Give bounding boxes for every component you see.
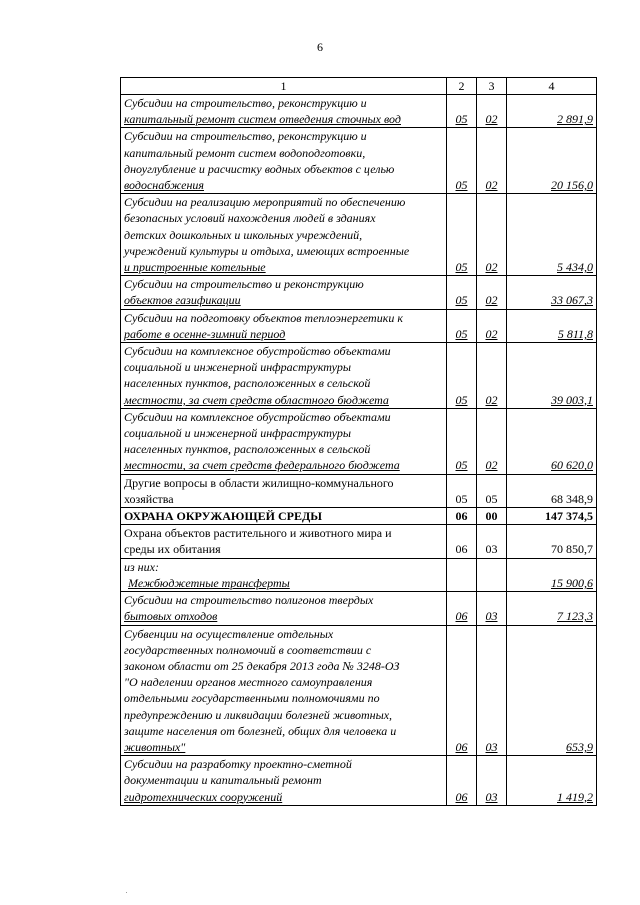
row-description-line: детских дошкольных и школьных учреждений, [124, 227, 363, 242]
row-description [121, 756, 447, 806]
row-description-line: населенных пунктов, расположенных в сельской [124, 442, 371, 457]
table-row [121, 625, 597, 756]
row-amount-value: 15 900,6 [551, 575, 593, 590]
row-description-line: отдельными государственными полномочиями по [124, 691, 380, 706]
row-amount [507, 194, 597, 276]
row-subsection-code-value: 00 [485, 509, 498, 524]
row-subsection-code-value: 02 [485, 112, 498, 127]
row-description-line: животных" [124, 739, 186, 754]
row-section-code [447, 474, 477, 507]
row-description-line: Субсидии на подготовку объектов теплоэнергетики к [124, 310, 403, 325]
row-amount-value: 1 419,2 [557, 789, 593, 804]
row-subsection-code [477, 343, 507, 409]
row-section-code [447, 194, 477, 276]
row-amount [507, 474, 597, 507]
row-amount-value: 68 348,9 [551, 491, 593, 506]
row-description [121, 128, 447, 194]
table-row [121, 276, 597, 309]
row-description-line: государственных полномочий в соответствии с [124, 642, 372, 657]
row-description [121, 474, 447, 507]
row-amount-value: 5 434,0 [557, 260, 593, 275]
row-section-code-value: 06 [455, 542, 468, 557]
row-subsection-code-value: 02 [485, 293, 498, 308]
table-row [121, 508, 597, 525]
row-amount [507, 525, 597, 558]
row-section-code-value: 06 [455, 609, 468, 624]
row-description-line: водоснабжения [124, 178, 204, 193]
row-description-line: капитальный ремонт систем водоподготовки, [124, 145, 366, 160]
row-description-line: предупреждению и ликвидации болезней животных, [124, 707, 393, 722]
row-section-code [447, 408, 477, 474]
row-amount [507, 756, 597, 806]
row-description-line: Субсидии на реализацию мероприятий по обеспечению [124, 195, 406, 210]
row-description-line: учреждений культуры и отдыха, имеющих встроенные [124, 243, 410, 258]
row-description-line: бытовых отходов [124, 609, 218, 624]
row-subsection-code [477, 592, 507, 625]
row-description [121, 525, 447, 558]
row-section-code [447, 95, 477, 128]
row-section-code-value: 05 [455, 491, 468, 506]
row-section-code-value: 05 [455, 178, 468, 193]
row-amount-value: 20 156,0 [551, 178, 593, 193]
row-subsection-code [477, 194, 507, 276]
row-subsection-code [477, 525, 507, 558]
row-description [121, 625, 447, 756]
row-description-line: Другие вопросы в области жилищно-коммунального [124, 475, 394, 490]
row-section-code [447, 525, 477, 558]
row-section-code [447, 343, 477, 409]
row-amount-value: 39 003,1 [551, 392, 593, 407]
row-description [121, 95, 447, 128]
column-header-4: 4 [507, 78, 597, 95]
row-description-line: местности, за счет средств областного бюджета [124, 392, 389, 407]
column-header-1: 1 [121, 78, 447, 95]
row-description-line: Субвенции на осуществление отдельных [124, 626, 334, 641]
row-description-line: Субсидии на строительство, реконструкцию и [124, 96, 367, 110]
row-section-code-value: 05 [455, 458, 468, 473]
row-section-code-value: 06 [455, 509, 468, 524]
row-description-line: Субсидии на строительство полигонов твердых [124, 593, 374, 608]
row-section-code-value: 05 [455, 260, 468, 275]
row-section-code-value: 05 [455, 293, 468, 308]
table-row [121, 343, 597, 409]
row-description-line: "О наделении органов местного самоуправления [124, 675, 373, 690]
row-description-line: социальной и инженерной инфраструктуры [124, 426, 351, 441]
budget-table-body [121, 78, 597, 806]
row-section-code [447, 625, 477, 756]
table-row [121, 194, 597, 276]
row-amount-value: 653,9 [566, 739, 593, 754]
row-description-line: Субсидии на строительство, реконструкцию и [124, 129, 367, 144]
row-subsection-code [477, 128, 507, 194]
row-description [121, 408, 447, 474]
row-amount [507, 95, 597, 128]
row-amount [507, 128, 597, 194]
table-row [121, 95, 597, 128]
row-description-line: объектов газификации [124, 293, 241, 308]
table-row [121, 128, 597, 194]
row-description-line: ОХРАНА ОКРУЖАЮЩЕЙ СРЕДЫ [124, 509, 322, 524]
row-subsection-code-value: 02 [485, 260, 498, 275]
row-description [121, 508, 447, 525]
row-subsection-code [477, 276, 507, 309]
row-section-code-value: 05 [455, 326, 468, 341]
row-subsection-code-value: 02 [485, 392, 498, 407]
table-row [121, 558, 597, 591]
table-row [121, 525, 597, 558]
row-section-code-value: 05 [455, 392, 468, 407]
row-description-line: дноуглубление и расчистку водных объектов с целью [124, 161, 395, 176]
row-subsection-code-value: 03 [485, 609, 498, 624]
row-section-code-value: 05 [455, 112, 468, 127]
row-description-line: работе в осенне-зимний период [124, 326, 286, 341]
row-description [121, 592, 447, 625]
column-header-3: 3 [477, 78, 507, 95]
row-description-line: и пристроенные котельные [124, 260, 266, 275]
row-amount [507, 508, 597, 525]
row-description [121, 558, 447, 591]
table-row [121, 408, 597, 474]
table-row [121, 756, 597, 806]
row-subsection-code [477, 474, 507, 507]
row-subsection-code-value: 02 [485, 326, 498, 341]
row-description-line: капитальный ремонт систем отведения сточных вод [124, 112, 401, 127]
column-header-2: 2 [447, 78, 477, 95]
row-subsection-code-value: 03 [485, 789, 498, 804]
row-subsection-code [477, 756, 507, 806]
row-section-code [447, 128, 477, 194]
row-amount [507, 343, 597, 409]
row-section-code [447, 592, 477, 625]
row-description-line: законом области от 25 декабря 2013 года № 3248-ОЗ [124, 658, 400, 673]
row-subsection-code-value: 02 [485, 178, 498, 193]
row-description-line: среды их обитания [124, 542, 221, 557]
row-description [121, 276, 447, 309]
row-description-line: гидротехнических сооружений [124, 789, 283, 804]
row-description-line: социальной и инженерной инфраструктуры [124, 360, 351, 375]
row-subsection-code [477, 625, 507, 756]
row-amount-value: 70 850,7 [551, 542, 593, 557]
row-subsection-code [477, 508, 507, 525]
row-subsection-code [477, 309, 507, 342]
row-description-line: документации и капитальный ремонт [124, 773, 322, 788]
row-amount-value: 2 891,9 [557, 112, 593, 127]
row-description [121, 343, 447, 409]
row-section-code [447, 558, 477, 591]
row-amount [507, 592, 597, 625]
row-amount [507, 408, 597, 474]
row-amount-value: 147 374,5 [545, 509, 593, 524]
row-description-line: безопасных условий нахождения людей в зданиях [124, 211, 376, 226]
row-description-line: местности, за счет средств федерального бюджета [124, 458, 400, 473]
row-amount [507, 625, 597, 756]
row-section-code-value: 06 [455, 739, 468, 754]
row-subsection-code-value: 03 [485, 739, 498, 754]
row-description-line: Межбюджетные трансферты [128, 575, 290, 590]
row-amount-value: 33 067,3 [551, 293, 593, 308]
row-subsection-code-value: 02 [485, 458, 498, 473]
row-amount-value: 60 620,0 [551, 458, 593, 473]
row-subsection-code-value: 03 [485, 542, 498, 557]
row-subsection-code [477, 95, 507, 128]
row-description-line: Субсидии на разработку проектно-сметной [124, 757, 352, 772]
row-description-line: Субсидии на комплексное обустройство объектами [124, 409, 391, 424]
row-description-line: Субсидии на строительство и реконструкцию [124, 277, 364, 292]
row-section-code [447, 309, 477, 342]
row-amount-value: 5 811,8 [557, 326, 593, 341]
row-section-code [447, 276, 477, 309]
row-description-line: защите населения от болезней, общих для человека и [124, 723, 397, 738]
row-section-code [447, 756, 477, 806]
table-header-row [121, 78, 597, 95]
row-description [121, 194, 447, 276]
row-description-line: из них: [124, 559, 159, 574]
row-amount [507, 276, 597, 309]
table-row [121, 474, 597, 507]
row-description-line: Охрана объектов растительного и животного мира и [124, 526, 392, 541]
row-description-line: населенных пунктов, расположенных в сельской [124, 376, 371, 391]
row-description-line: хозяйства [124, 491, 174, 506]
row-description-line: Субсидии на комплексное обустройство объектами [124, 344, 391, 359]
budget-table [120, 77, 597, 806]
row-amount [507, 558, 597, 591]
row-amount-value: 7 123,3 [557, 609, 593, 624]
row-amount [507, 309, 597, 342]
row-subsection-code-value: 05 [485, 491, 498, 506]
table-row [121, 592, 597, 625]
scan-speck [126, 892, 127, 893]
row-subsection-code [477, 408, 507, 474]
row-description [121, 309, 447, 342]
row-section-code [447, 508, 477, 525]
row-section-code-value: 06 [455, 789, 468, 804]
page-number: 6 [317, 40, 323, 54]
row-subsection-code [477, 558, 507, 591]
table-row [121, 309, 597, 342]
